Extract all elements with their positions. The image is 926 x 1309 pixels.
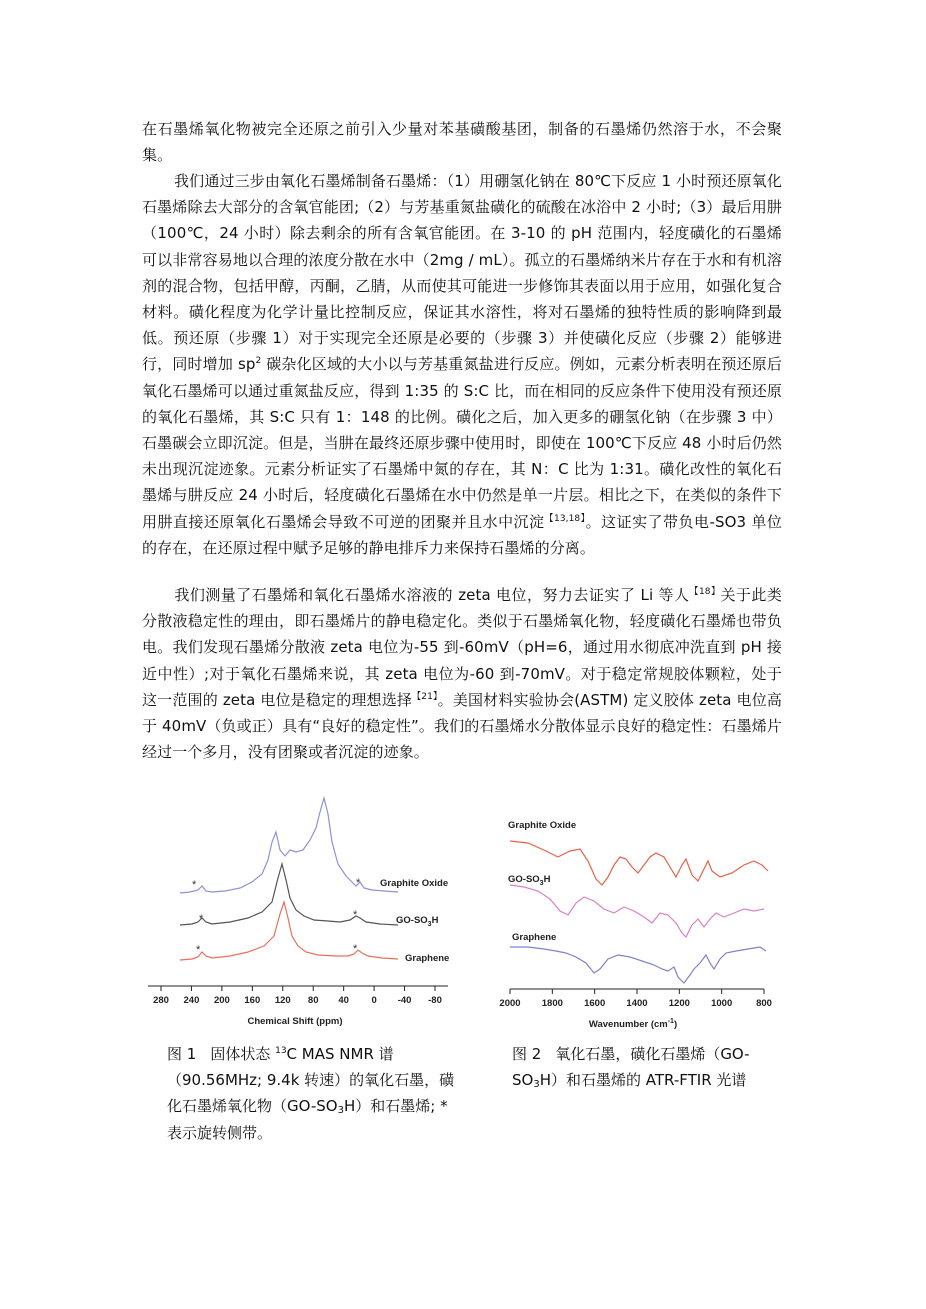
label-go-so3h: $GO-SO_3H$ — [396, 915, 439, 928]
figure-2-caption — [512, 1041, 772, 1093]
caption-superscript: 13 — [275, 1046, 287, 1056]
figure-2-label: 图 2 — [512, 1045, 542, 1063]
x-tick-label: -40 — [397, 995, 412, 1006]
x-axis-label: Wavenumber $(cm^{-1})$ — [588, 1018, 678, 1030]
label-go-so3h: $GO-SO_3H$ — [508, 874, 551, 887]
caption-text: 固体状态 — [210, 1045, 276, 1063]
citation-ref: 【18】 — [689, 587, 721, 597]
paragraph-3-text-c: 。美国材料实验协会(ASTM) 定义胶体 zeta 电位高于 40mV（负或正）具有“良好的稳定性”。我们的石墨烯水分散体显示良好的稳定性：石墨烯片经过一个多月，没有团聚或者沉淀的迹象。 — [142, 690, 782, 762]
graphite-oxide-trace — [180, 798, 398, 893]
figure-1-caption — [167, 1041, 457, 1146]
x-axis-ticks — [153, 986, 442, 1006]
figure-2-ftir-spectra — [498, 805, 788, 1035]
citation-ref: 【13,18】 — [544, 513, 586, 524]
x-tick-label: 200 — [213, 995, 230, 1006]
x-tick-label: 120 — [274, 995, 291, 1006]
label-graphene: Graphene — [405, 953, 450, 964]
sideband-star: * — [356, 877, 361, 889]
figure-1-nmr-spectra — [140, 790, 460, 1030]
x-tick-label: 1000 — [711, 998, 733, 1009]
paragraph-1 — [142, 116, 782, 168]
graphene-trace — [510, 947, 766, 983]
paragraph-1-text: 在石墨烯氧化物被完全还原之前引入少量对苯基磺酸基团，制备的石墨烯仍然溶于水，不会聚集。 — [142, 120, 782, 165]
caption-text: C MAS NMR 谱（90.56MHz; 9.4k 转速）的氧化石墨，磺化石墨烯氧化物（GO-SO — [167, 1045, 455, 1116]
sideband-star: * — [353, 909, 358, 921]
x-tick-label: 280 — [153, 995, 169, 1006]
x-tick-label: 240 — [183, 995, 200, 1006]
x-tick-label: 1800 — [541, 998, 563, 1009]
caption-text: H）和石墨烯; *表示旋转侧带。 — [167, 1097, 448, 1142]
caption-subscript: 3 — [533, 1079, 540, 1091]
figure-1-label: 图 1 — [167, 1045, 197, 1063]
label-graphite-oxide: Graphite Oxide — [380, 878, 449, 889]
x-tick-label: 2000 — [499, 998, 521, 1009]
x-axis-label: Chemical Shift (ppm) — [247, 1016, 343, 1027]
x-tick-label: 1400 — [626, 998, 648, 1009]
caption-text: H）和石墨烯的 ATR-FTIR 光谱 — [539, 1071, 747, 1090]
x-tick-label: 0 — [371, 995, 377, 1006]
sideband-star: * — [353, 943, 358, 955]
graphene-trace — [180, 902, 398, 960]
x-tick-label: 160 — [244, 995, 261, 1006]
paragraph-3-text-a: 我们测量了石墨烯和氧化石墨烯水溶液的 zeta 电位，努力去证实了 Li 等人 — [174, 586, 690, 604]
citation-ref: 【21】 — [412, 691, 438, 702]
x-tick-label: 800 — [756, 998, 772, 1009]
paragraph-3-text-b: 关于此类分散液稳定性的理由，即石墨烯片的静电稳定化。类似于石墨烯氧化物，轻度磺化石墨烯也带负电。我们发现石墨烯分散液 zeta 电位为-55 到-60mV（pH=6，通过用水彻底冲洗直到 pH 接近中性）;对于氧化石墨烯来说，其 zeta 电位为-60 到-70mV。对于稳定常规胶体颗粒，处于这一范围的 zeta 电位是稳定的理想选择 — [142, 586, 782, 709]
label-graphite-oxide: Graphite Oxide — [508, 820, 577, 831]
superscript: 2 — [255, 356, 262, 367]
x-tick-label: 1200 — [668, 998, 690, 1009]
paragraph-2-text-b: 碳杂化区域的大小以与芳基重氮盐进行反应。例如，元素分析表明在预还原后氧化石墨烯可以通过重氮盐反应，得到 1:35 的 S:C 比，而在相同的反应条件下使用没有预还原的氧化石墨烯，其 S:C 只有 1：148 的比例。磺化之后，加入更多的硼氢化钠（在步骤 3 中）石墨碳会立即沉淀。但是，当肼在最终还原步骤中使用时，即使在 100℃下反应 48 小时后仍然未出现沉淀迹象。元素分析证实了石墨烯中氮的存在，其 N：C 比为 1:31。磺化改性的氧化石墨烯与肼反应 24 小时后，轻度磺化石墨烯在水中仍然是单一片层。相比之下，在类似的条件下用肼直接还原氧化石墨烯会导致不可逆的团聚并且水中沉淀 — [142, 355, 782, 531]
sideband-star: * — [192, 879, 197, 891]
x-tick-label: 40 — [338, 995, 349, 1006]
x-tick-label: 1600 — [584, 998, 606, 1009]
paragraph-3 — [142, 582, 782, 765]
paragraph-2-text-c: 。这证实了带负电-SO3 单位的存在，在还原过程中赋予足够的静电排斥力来保持石墨烯的分离。 — [142, 512, 782, 557]
x-axis-ticks — [499, 989, 772, 1009]
paragraph-2-text-a: 我们通过三步由氧化石墨烯制备石墨烯：（1）用硼氢化钠在 80℃下反应 1 小时预还原氧化石墨烯除去大部分的含氧官能团;（2）与芳基重氮盐磺化的硫酸在冰浴中 2 小时;（3）最后用肼（100℃，24 小时）除去剩余的所有含氧官能团。在 3-10 的 pH 范围内，轻度磺化的石墨烯可以非常容易地以合理的浓度分散在水中（2mg / mL）。孤立的石墨烯纳米片存在于水和有机溶剂的混合物，包括甲醇，丙酮，乙腈，从而使其可能进一步修饰其表面以用于应用，如强化复合材料。磺化程度为化学计量比控制反应，保证其水溶性，将对石墨烯的独特性质的影响降到最低。预还原（步骤 1）对于实现完全还原是必要的（步骤 3）并使磺化反应（步骤 2）能够进行，同时增加 sp — [142, 172, 782, 374]
sideband-star: * — [199, 913, 204, 925]
caption-subscript: 3 — [337, 1105, 344, 1117]
label-graphene: Graphene — [512, 932, 557, 943]
go-so3h-trace — [510, 885, 764, 937]
paragraph-2 — [142, 168, 782, 561]
go-so3h-trace — [180, 864, 398, 925]
caption-text: 氧化石墨，磺化石墨烯（GO-SO — [512, 1045, 750, 1090]
x-tick-label: 80 — [307, 995, 319, 1006]
x-tick-label: -80 — [428, 995, 442, 1006]
sideband-star: * — [196, 944, 201, 956]
